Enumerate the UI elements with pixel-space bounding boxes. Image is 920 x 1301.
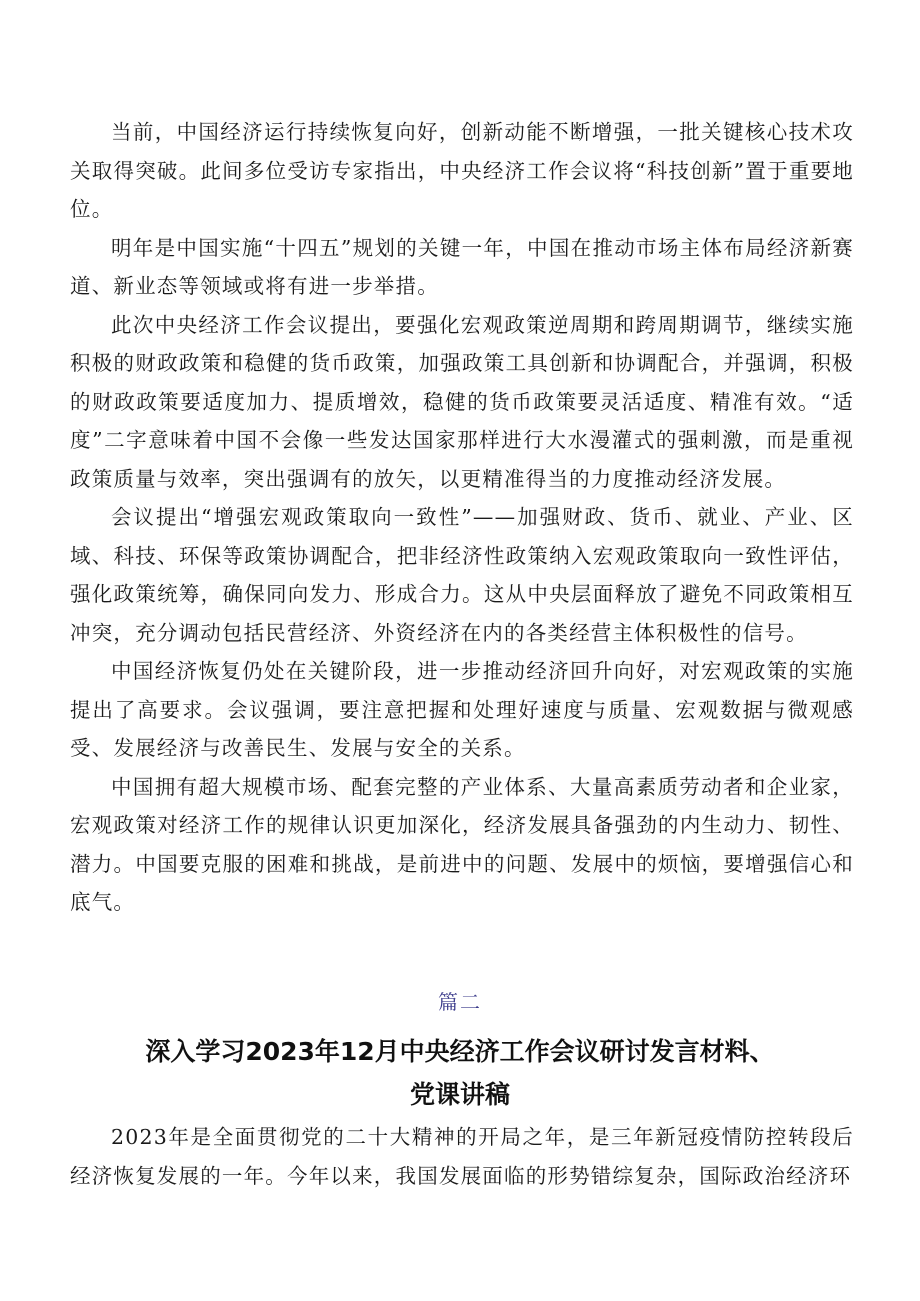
document-title-line-1: 深入学习2023年12月中央经济工作会议研讨发言材料、	[145, 1037, 775, 1066]
paragraph: 2023年是全面贯彻党的二十大精神的开局之年，是三年新冠疫情防控转段后经济恢复发展的一年。今年以来，我国发展面临的形势错综复杂，国际政治经济环	[70, 1125, 854, 1188]
paragraph: 中国经济恢复仍处在关键阶段，进一步推动经济回升向好，对宏观政策的实施提出了高要求。会议强调，要注意把握和处理好速度与质量、宏观数据与微观感受、发展经济与改善民生、发展与安全的关系。	[70, 659, 854, 760]
body-text-section-2	[70, 1118, 854, 1195]
paragraph: 当前，中国经济运行持续恢复向好，创新动能不断增强，一批关键核心技术攻关取得突破。此间多位受访专家指出，中央经济工作会议将“科技创新”置于重要地位。	[70, 120, 854, 221]
paragraph: 此次中央经济工作会议提出，要强化宏观政策逆周期和跨周期调节，继续实施积极的财政政策和稳健的货币政策，加强政策工具创新和协调配合，并强调，积极的财政政策要适度加力、提质增效，稳健的货币政策要灵活适度、精准有效。“适度”二字意味着中国不会像一些发达国家那样进行大水漫灌式的强刺激，而是重视政策质量与效率，突出强调有的放矢，以更精准得当的力度推动经济发展。	[70, 312, 854, 491]
paragraph: 明年是中国实施“十四五”规划的关键一年，中国在推动市场主体布局经济新赛道、新业态等领域或将有进一步举措。	[70, 235, 854, 298]
section-label: 篇二	[438, 990, 482, 1014]
paragraph: 中国拥有超大规模市场、配套完整的产业体系、大量高素质劳动者和企业家，宏观政策对经济工作的规律认识更加深化，经济发展具备强劲的内生动力、韧性、潜力。中国要克服的困难和挑战，是前进中的问题、发展中的烦恼，要增强信心和底气。	[70, 774, 854, 914]
document-title	[100, 1030, 820, 1116]
document-title-line-2: 党课讲稿	[409, 1080, 510, 1109]
paragraph: 会议提出“增强宏观政策取向一致性”——加强财政、货币、就业、产业、区域、科技、环保等政策协调配合，把非经济性政策纳入宏观政策取向一致性评估，强化政策统筹，确保同向发力、形成合力。这从中央层面释放了避免不同政策相互冲突，充分调动包括民营经济、外资经济在内的各类经营主体积极性的信号。	[70, 505, 854, 645]
body-text	[70, 113, 854, 922]
